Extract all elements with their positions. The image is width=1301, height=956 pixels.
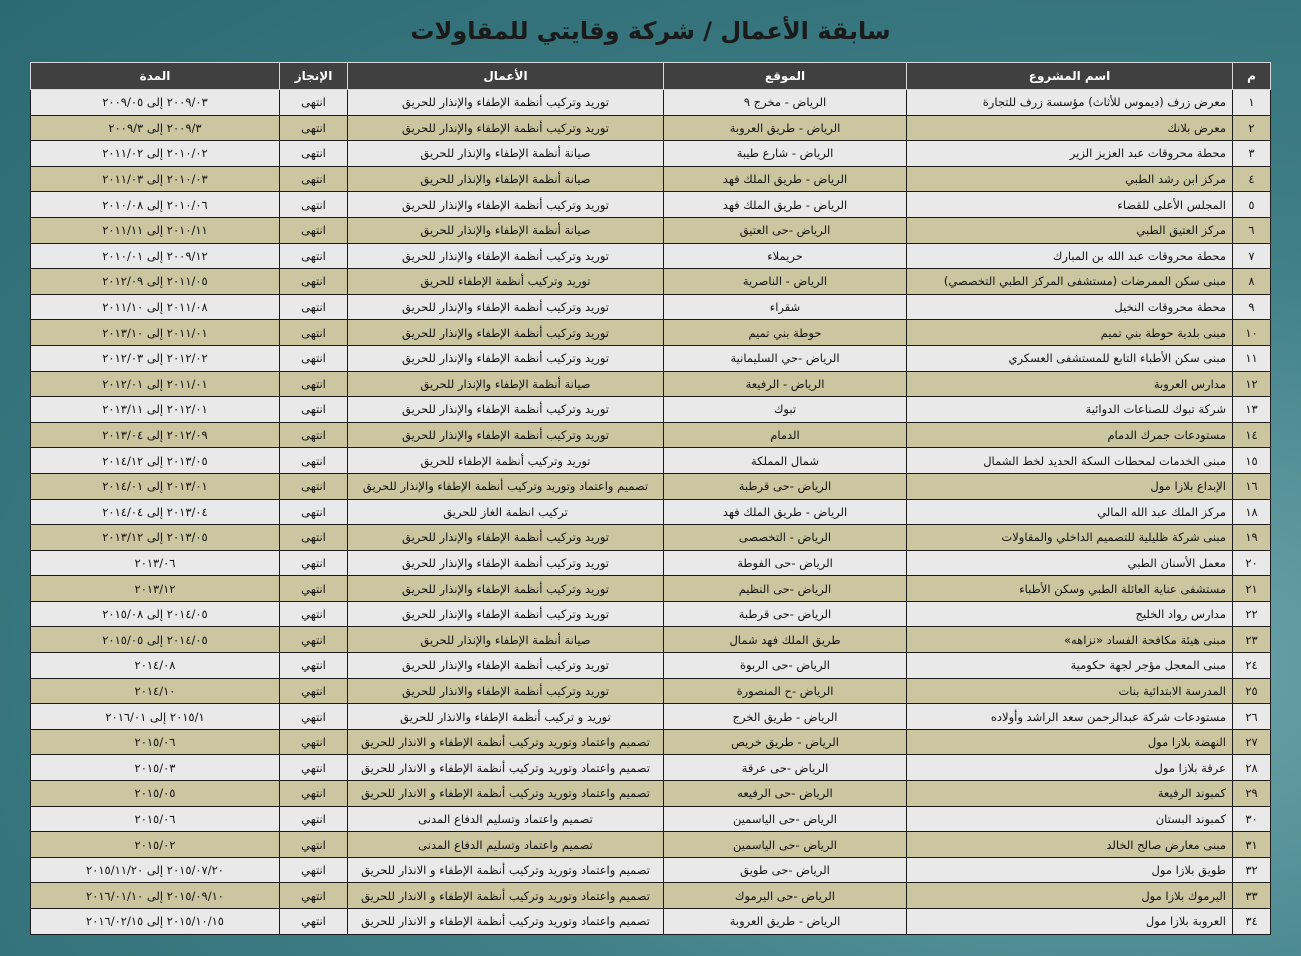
cell-num: ٣١ [1233, 832, 1271, 858]
table-row [31, 90, 1271, 116]
cell-project-name: مركز العتيق الطبي [907, 217, 1233, 243]
cell-works: صيانة أنظمة الإطفاء والإنذار للحريق [348, 166, 664, 192]
cell-completion: انتهى [280, 371, 348, 397]
cell-num: ٢٧ [1233, 729, 1271, 755]
page-title: سابقة الأعمال / شركة وقايتي للمقاولات [410, 17, 891, 45]
cell-location: الرياض - طريق الخرج [664, 704, 907, 730]
cell-completion: انتهى [280, 166, 348, 192]
cell-location: الرياض - طريق العروبة [664, 115, 907, 141]
table-header-row [31, 63, 1271, 90]
cell-duration: ٢٠١٥/١٠/١٥ إلى ٢٠١٦/٠٢/١٥ [31, 909, 280, 935]
cell-project-name: المجلس الأعلى للقضاء [907, 192, 1233, 218]
cell-location: الرياض -حى النظيم [664, 576, 907, 602]
cell-duration: ٢٠١٤/٠٨ [31, 653, 280, 679]
cell-completion: انتهى [280, 345, 348, 371]
cell-works: صيانة أنظمة الإطفاء والإنذار للحريق [348, 217, 664, 243]
cell-num: ٣٤ [1233, 909, 1271, 935]
table-row [31, 653, 1271, 679]
cell-duration: ٢٠١٠/٠٣ إلى ٢٠١١/٠٣ [31, 166, 280, 192]
header-location: الموقع [664, 63, 907, 90]
table-row [31, 345, 1271, 371]
cell-duration: ٢٠١٤/٠٥ إلى ٢٠١٥/٠٨ [31, 601, 280, 627]
cell-works: تصميم واعتماد وتسليم الدفاع المدنى [348, 832, 664, 858]
cell-project-name: كمبوند البستان [907, 806, 1233, 832]
cell-works: توريد وتركيب أنظمة الإطفاء والإنذار للحريق [348, 192, 664, 218]
cell-works: توريد وتركيب أنظمة الإطفاء للحريق [348, 448, 664, 474]
cell-project-name: النهضة بلازا مول [907, 729, 1233, 755]
cell-project-name: كمبوند الرفيعة [907, 781, 1233, 807]
header-works: الأعمال [348, 63, 664, 90]
table-body [31, 90, 1271, 935]
cell-completion: انتهي [280, 729, 348, 755]
cell-project-name: مبنى المعجل مؤجر لجهة حكومية [907, 653, 1233, 679]
cell-location: الرياض - طريق الملك فهد [664, 166, 907, 192]
cell-num: ٣٢ [1233, 857, 1271, 883]
cell-works: تصميم واعتماد وتوريد وتركيب أنظمة الإطفاء و الانذار للحريق [348, 781, 664, 807]
cell-duration: ٢٠١٣/٠٥ إلى ٢٠١٣/١٢ [31, 525, 280, 551]
table-row [31, 422, 1271, 448]
cell-num: ٤ [1233, 166, 1271, 192]
cell-location: الرياض - طريق خريص [664, 729, 907, 755]
cell-num: ٢٥ [1233, 678, 1271, 704]
table-row [31, 857, 1271, 883]
table-row [31, 781, 1271, 807]
table-row [31, 704, 1271, 730]
cell-location: الرياض - التخصصى [664, 525, 907, 551]
table-row [31, 755, 1271, 781]
cell-location: الرياض -حى الياسمين [664, 832, 907, 858]
cell-num: ٣٠ [1233, 806, 1271, 832]
cell-num: ١٠ [1233, 320, 1271, 346]
cell-location: الدمام [664, 422, 907, 448]
cell-num: ٢٤ [1233, 653, 1271, 679]
cell-duration: ٢٠١٥/٠٣ [31, 755, 280, 781]
cell-num: ١٣ [1233, 397, 1271, 423]
header-duration: المدة [31, 63, 280, 90]
cell-completion: انتهى [280, 294, 348, 320]
cell-num: ٦ [1233, 217, 1271, 243]
cell-works: تصميم واعتماد وتوريد وتركيب أنظمة الإطفاء و الانذار للحريق [348, 909, 664, 935]
cell-location: الرياض - الناصرية [664, 269, 907, 295]
cell-project-name: معرض بلانك [907, 115, 1233, 141]
cell-works: توريد وتركيب أنظمة الإطفاء والإنذار للحريق [348, 576, 664, 602]
table-row [31, 473, 1271, 499]
cell-works: توريد وتركيب أنظمة الإطفاء والإنذار للحريق [348, 294, 664, 320]
cell-completion: انتهى [280, 90, 348, 116]
cell-completion: انتهي [280, 832, 348, 858]
table-row [31, 269, 1271, 295]
cell-works: توريد و تركيب أنظمة الإطفاء والانذار للحريق [348, 704, 664, 730]
cell-duration: ٢٠١٣/٠٤ إلى ٢٠١٤/٠٤ [31, 499, 280, 525]
cell-completion: انتهي [280, 883, 348, 909]
cell-num: ١ [1233, 90, 1271, 116]
cell-duration: ٢٠١٥/٠٥ [31, 781, 280, 807]
table-row [31, 550, 1271, 576]
cell-location: حوطة بني تميم [664, 320, 907, 346]
cell-num: ٧ [1233, 243, 1271, 269]
cell-completion: انتهى [280, 397, 348, 423]
cell-project-name: مبنى معارض صالح الخالد [907, 832, 1233, 858]
cell-project-name: مبنى شركة ظليلية للتصميم الداخلي والمقاولات [907, 525, 1233, 551]
cell-duration: ٢٠١١/٠١ إلى ٢٠١٢/٠١ [31, 371, 280, 397]
table-row [31, 320, 1271, 346]
cell-project-name: مركز ابن رشد الطبي [907, 166, 1233, 192]
cell-works: توريد وتركيب أنظمة الإطفاء والإنذار للحريق [348, 601, 664, 627]
cell-completion: انتهي [280, 653, 348, 679]
cell-location: الرياض -حى قرطبة [664, 473, 907, 499]
cell-duration: ٢٠٠٩/٣ إلى ٢٠٠٩/٣ [31, 115, 280, 141]
header-num: م [1233, 63, 1271, 90]
cell-num: ١٢ [1233, 371, 1271, 397]
cell-completion: انتهي [280, 576, 348, 602]
cell-num: ٢٢ [1233, 601, 1271, 627]
cell-completion: انتهى [280, 192, 348, 218]
cell-num: ١٦ [1233, 473, 1271, 499]
cell-num: ٢٠ [1233, 550, 1271, 576]
cell-completion: انتهي [280, 857, 348, 883]
cell-works: صيانة أنظمة الإطفاء والإنذار للحريق [348, 371, 664, 397]
cell-completion: انتهى [280, 473, 348, 499]
cell-completion: انتهى [280, 448, 348, 474]
cell-completion: انتهى [280, 243, 348, 269]
cell-works: صيانة أنظمة الإطفاء والإنذار للحريق [348, 627, 664, 653]
cell-works: توريد وتركيب أنظمة الإطفاء والإنذار للحريق [348, 422, 664, 448]
cell-duration: ٢٠١٣/٠١ إلى ٢٠١٤/٠١ [31, 473, 280, 499]
cell-duration: ٢٠١٠/٠٦ إلى ٢٠١٠/٠٨ [31, 192, 280, 218]
cell-duration: ٢٠٠٩/١٢ إلى ٢٠١٠/٠١ [31, 243, 280, 269]
cell-works: توريد وتركيب أنظمة الإطفاء والإنذار للحريق [348, 653, 664, 679]
cell-duration: ٢٠١١/٠٨ إلى ٢٠١١/١٠ [31, 294, 280, 320]
cell-num: ٢٨ [1233, 755, 1271, 781]
cell-project-name: مستودعات جمرك الدمام [907, 422, 1233, 448]
cell-completion: انتهى [280, 499, 348, 525]
cell-num: ٢١ [1233, 576, 1271, 602]
cell-project-name: مبنى بلدية حوطة بني تميم [907, 320, 1233, 346]
cell-num: ١٤ [1233, 422, 1271, 448]
cell-works: صيانة أنظمة الإطفاء والإنذار للحريق [348, 141, 664, 167]
cell-project-name: مدارس العروبة [907, 371, 1233, 397]
cell-project-name: مدارس رواد الخليج [907, 601, 1233, 627]
cell-works: توريد وتركيب أنظمة الإطفاء والإنذار للحريق [348, 345, 664, 371]
cell-completion: انتهي [280, 550, 348, 576]
cell-duration: ٢٠١٥/٠٢ [31, 832, 280, 858]
cell-duration: ٢٠٠٩/٠٣ إلى ٢٠٠٩/٠٥ [31, 90, 280, 116]
cell-project-name: محطة محروقات النخيل [907, 294, 1233, 320]
cell-location: شمال المملكة [664, 448, 907, 474]
cell-duration: ٢٠١٥/١ إلى ٢٠١٦/٠١ [31, 704, 280, 730]
cell-project-name: مبنى سكن الممرضات (مستشفى المركز الطبي التخصصي) [907, 269, 1233, 295]
table-row [31, 627, 1271, 653]
cell-project-name: شركة تبوك للصناعات الدوائية [907, 397, 1233, 423]
cell-duration: ٢٠١٠/١١ إلى ٢٠١١/١١ [31, 217, 280, 243]
cell-project-name: معمل الأسنان الطبي [907, 550, 1233, 576]
table-row [31, 217, 1271, 243]
cell-location: الرياض - طريق العروبة [664, 909, 907, 935]
cell-works: توريد وتركيب أنظمة الإطفاء والإنذار للحريق [348, 115, 664, 141]
header-project-name: اسم المشروع [907, 63, 1233, 90]
cell-location: تبوك [664, 397, 907, 423]
cell-project-name: محطة محروقات عبد العزيز الزير [907, 141, 1233, 167]
table-row [31, 294, 1271, 320]
table-row [31, 115, 1271, 141]
cell-num: ٢٦ [1233, 704, 1271, 730]
cell-num: ٨ [1233, 269, 1271, 295]
cell-location: الرياض - مخرج ٩ [664, 90, 907, 116]
table-row [31, 141, 1271, 167]
cell-works: توريد وتركيب أنظمة الإطفاء والانذار للحريق [348, 678, 664, 704]
table-row [31, 729, 1271, 755]
cell-duration: ٢٠١٤/١٠ [31, 678, 280, 704]
cell-project-name: اليرموك بلازا مول [907, 883, 1233, 909]
cell-project-name: طويق بلازا مول [907, 857, 1233, 883]
cell-works: تصميم واعتماد وتسليم الدفاع المدنى [348, 806, 664, 832]
cell-project-name: مبنى سكن الأطباء التابع للمستشفى العسكري [907, 345, 1233, 371]
cell-location: الرياض -حى الفوطة [664, 550, 907, 576]
cell-num: ١١ [1233, 345, 1271, 371]
cell-completion: انتهى [280, 422, 348, 448]
cell-completion: انتهى [280, 217, 348, 243]
table-row [31, 806, 1271, 832]
cell-completion: انتهي [280, 755, 348, 781]
table-row [31, 909, 1271, 935]
cell-duration: ٢٠١٥/٠٦ [31, 729, 280, 755]
cell-works: تصميم واعتماد وتوريد وتركيب أنظمة الإطفاء و الانذار للحريق [348, 857, 664, 883]
cell-works: تصميم واعتماد وتوريد وتركيب أنظمة الإطفاء و الانذار للحريق [348, 883, 664, 909]
cell-location: الرياض -حى طويق [664, 857, 907, 883]
table-row [31, 678, 1271, 704]
cell-project-name: مستودعات شركة عبدالرحمن سعد الراشد وأولاده [907, 704, 1233, 730]
cell-duration: ٢٠١٣/١٢ [31, 576, 280, 602]
cell-location: طريق الملك فهد شمال [664, 627, 907, 653]
cell-location: الرياض -ح المنصورة [664, 678, 907, 704]
cell-duration: ٢٠١٢/٠٩ إلى ٢٠١٣/٠٤ [31, 422, 280, 448]
cell-num: ٣ [1233, 141, 1271, 167]
cell-project-name: المدرسة الابتدائية بنات [907, 678, 1233, 704]
cell-num: ١٩ [1233, 525, 1271, 551]
table-row [31, 832, 1271, 858]
cell-completion: انتهي [280, 781, 348, 807]
cell-project-name: عرقة بلازا مول [907, 755, 1233, 781]
cell-duration: ٢٠١٣/٠٦ [31, 550, 280, 576]
cell-duration: ٢٠١٢/٠٢ إلى ٢٠١٢/٠٣ [31, 345, 280, 371]
table-row [31, 448, 1271, 474]
cell-completion: انتهى [280, 115, 348, 141]
cell-duration: ٢٠١١/٠٥ إلى ٢٠١٢/٠٩ [31, 269, 280, 295]
table-row [31, 371, 1271, 397]
cell-duration: ٢٠١٢/٠١ إلى ٢٠١٣/١١ [31, 397, 280, 423]
cell-duration: ٢٠١٤/٠٥ إلى ٢٠١٥/٠٥ [31, 627, 280, 653]
cell-duration: ٢٠١٥/٠٦ [31, 806, 280, 832]
cell-works: تصميم واعتماد وتوريد وتركيب أنظمة الإطفاء والإنذار للحريق [348, 473, 664, 499]
cell-num: ١٥ [1233, 448, 1271, 474]
table-row [31, 576, 1271, 602]
cell-location: الرياض - شارع طيبة [664, 141, 907, 167]
table-row [31, 166, 1271, 192]
cell-project-name: مركز الملك عبد الله المالي [907, 499, 1233, 525]
cell-location: الرياض -حى العتيق [664, 217, 907, 243]
cell-location: الرياض -حى الربوة [664, 653, 907, 679]
projects-table [30, 62, 1271, 935]
cell-location: الرياض -حى اليرموك [664, 883, 907, 909]
cell-works: توريد وتركيب أنظمة الإطفاء والإنذار للحريق [348, 550, 664, 576]
cell-completion: انتهي [280, 678, 348, 704]
cell-works: توريد وتركيب أنظمة الإطفاء والإنذار للحريق [348, 243, 664, 269]
cell-project-name: محطة محروقات عبد الله بن المبارك [907, 243, 1233, 269]
cell-duration: ٢٠١٠/٠٢ إلى ٢٠١١/٠٢ [31, 141, 280, 167]
cell-works: تصميم واعتماد وتوريد وتركيب أنظمة الإطفاء و الانذار للحريق [348, 755, 664, 781]
cell-num: ٣٣ [1233, 883, 1271, 909]
table-row [31, 525, 1271, 551]
cell-num: ٩ [1233, 294, 1271, 320]
cell-works: توريد وتركيب أنظمة الإطفاء والإنذار للحريق [348, 90, 664, 116]
cell-project-name: العروبة بلازا مول [907, 909, 1233, 935]
cell-location: الرياض -حى الرفيعه [664, 781, 907, 807]
cell-location: الرياض - طريق الملك فهد [664, 192, 907, 218]
table-row [31, 883, 1271, 909]
table-row [31, 499, 1271, 525]
cell-completion: انتهى [280, 141, 348, 167]
header-completion: الإنجاز [280, 63, 348, 90]
cell-works: توريد وتركيب أنظمة الإطفاء والإنذار للحريق [348, 397, 664, 423]
cell-num: ٢٩ [1233, 781, 1271, 807]
cell-duration: ٢٠١٣/٠٥ إلى ٢٠١٤/١٢ [31, 448, 280, 474]
cell-project-name: مبنى الخدمات لمحطات السكة الحديد لخط الشمال [907, 448, 1233, 474]
cell-location: الرياض - طريق الملك فهد [664, 499, 907, 525]
cell-num: ٢٣ [1233, 627, 1271, 653]
cell-location: الرياض -حى قرطبة [664, 601, 907, 627]
cell-location: الرياض - الرفيعة [664, 371, 907, 397]
cell-works: توريد وتركيب أنظمة الإطفاء والإنذار للحريق [348, 525, 664, 551]
table-row [31, 243, 1271, 269]
cell-project-name: معرض زرف (ديموس للأثاث) مؤسسة زرف للتجارة [907, 90, 1233, 116]
cell-num: ٥ [1233, 192, 1271, 218]
cell-location: شقراء [664, 294, 907, 320]
cell-location: الرياض -حي السليمانية [664, 345, 907, 371]
cell-duration: ٢٠١٥/٠٩/١٠ إلى ٢٠١٦/٠١/١٠ [31, 883, 280, 909]
cell-completion: انتهي [280, 806, 348, 832]
cell-num: ٢ [1233, 115, 1271, 141]
cell-works: توريد وتركيب أنظمة الإطفاء والإنذار للحريق [348, 320, 664, 346]
table-row [31, 192, 1271, 218]
cell-completion: انتهي [280, 704, 348, 730]
cell-location: الرياض -حى الياسمين [664, 806, 907, 832]
cell-completion: انتهى [280, 269, 348, 295]
cell-location: حريملاء [664, 243, 907, 269]
cell-duration: ٢٠١٥/٠٧/٢٠ إلى ٢٠١٥/١١/٢٠ [31, 857, 280, 883]
cell-works: توريد وتركيب أنظمة الإطفاء للحريق [348, 269, 664, 295]
cell-completion: انتهي [280, 909, 348, 935]
cell-works: تصميم واعتماد وتوريد وتركيب أنظمة الإطفاء و الانذار للحريق [348, 729, 664, 755]
cell-project-name: الإبداع بلازا مول [907, 473, 1233, 499]
cell-duration: ٢٠١١/٠١ إلى ٢٠١٣/١٠ [31, 320, 280, 346]
cell-location: الرياض -حى عرقة [664, 755, 907, 781]
cell-num: ١٨ [1233, 499, 1271, 525]
table-row [31, 601, 1271, 627]
cell-completion: انتهي [280, 601, 348, 627]
cell-completion: انتهي [280, 627, 348, 653]
cell-project-name: مبنى هيئة مكافحة الفساد «نزاهه» [907, 627, 1233, 653]
cell-completion: انتهى [280, 525, 348, 551]
cell-works: تركيب انظمة الغاز للحريق [348, 499, 664, 525]
cell-completion: انتهى [280, 320, 348, 346]
cell-project-name: مستشفى عناية العائلة الطبي وسكن الأطباء [907, 576, 1233, 602]
table-row [31, 397, 1271, 423]
